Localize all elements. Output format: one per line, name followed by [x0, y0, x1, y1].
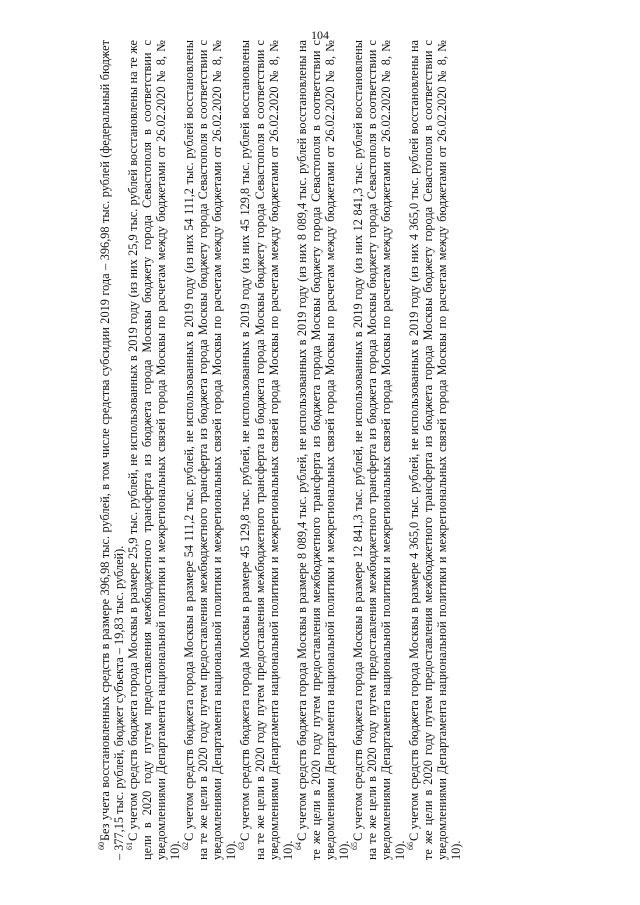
footnote-marker: 60 [96, 842, 106, 850]
footnote-text: Без учета восстановленных средств в размере 396,98 тыс. рублей, в том числе средства субсидии 2019 года – 396,98 тыс. рублей (федеральный бюджет – 377,15 тыс. рублей, бюджет субъекта – 19,83 тыс. рублей). [98, 40, 127, 860]
footnote-66 [407, 40, 463, 860]
footnote-marker: 62 [181, 842, 191, 850]
footnote-text: С учетом средств бюджета города Москвы в размере 25,9 тыс. рублей, не использованных в 2019 году (из них 25,9 тыс. рублей восстановлены на те же цели в 2020 году путем предоставления межбюджетного трансферта из бюджета города Москвы бюджету города Севастополя в соответствии с уведомлениями Департамента национальной политики и межрегиональных связей города Москвы по расчетам между бюджетами от 26.02.2020 № 8, № 10). [126, 40, 183, 860]
footnote-text: С учетом средств бюджета города Москвы в размере 12 841,3 тыс. рублей, не использованных в 2019 году (из них 12 841,3 тыс. рублей восстановлены на те же цели в 2020 году путем предоставления межбюджетного трансферта из бюджета города Москвы бюджету города Севастополя в соответствии с уведомлениями Департамента национальной политики и межрегиональных связей города Москвы по расчетам между бюджетами от 26.02.2020 № 8, № 10). [350, 40, 407, 860]
footnote-65 [351, 40, 407, 860]
footnote-text: С учетом средств бюджета города Москвы в размере 4 365,0 тыс. рублей, не использованных в 2019 году (из них 4 365,0 тыс. рублей восстановлены на те же цели в 2020 году путем предоставления межбюджетного трансферта из бюджета города Москвы бюджету города Севастополя в соответствии с уведомлениями Департамента национальной политики и межрегиональных связей города Москвы по расчетам между бюджетами от 26.02.2020 № 8, № 10). [407, 40, 464, 860]
footnote-62 [182, 40, 238, 860]
footnote-64 [295, 40, 351, 860]
page-number: 104 [311, 28, 329, 42]
footnote-61 [126, 40, 182, 860]
footnote-marker: 61 [125, 842, 134, 850]
footnote-60 [98, 40, 126, 860]
footnote-marker: 64 [293, 842, 303, 850]
footnote-text: С учетом средств бюджета города Москвы в размере 54 111,2 тыс. рублей, не использованных в 2019 году (из них 54 111,2 тыс. рублей восстановлены на те же цели в 2020 году путем предоставления межбюджетного трансферта из бюджета города Москвы бюджету города Севастополя в соответствии с уведомлениями Департамента национальной политики и межрегиональных связей города Москвы по расчетам между бюджетами от 26.02.2020 № 8, № 10). [182, 40, 239, 860]
footnotes-block [98, 40, 578, 860]
footnote-marker: 65 [349, 842, 359, 850]
footnote-marker: 66 [405, 842, 415, 850]
footnote-marker: 63 [237, 842, 247, 850]
footnote-text: С учетом средств бюджета города Москвы в размере 8 089,4 тыс. рублей, не использованных в 2019 году (из них 8 089,4 тыс. рублей восстановлены на те же цели в 2020 году путем предоставления межбюджетного трансферта из бюджета города Москвы бюджету города Севастополя в соответствии с уведомлениями Департамента национальной политики и межрегиональных связей города Москвы по расчетам между бюджетами от 26.02.2020 № 8, № 10). [294, 40, 351, 860]
footnote-text: С учетом средств бюджета города Москвы в размере 45 129,8 тыс. рублей, не использованных в 2019 году (из них 45 129,8 тыс. рублей восстановлены на те же цели в 2020 году путем предоставления межбюджетного трансферта из бюджета города Москвы бюджету города Севастополя в соответствии с уведомлениями Департамента национальной политики и межрегиональных связей города Москвы по расчетам между бюджетами от 26.02.2020 № 8, № 10). [238, 40, 295, 860]
footnote-63 [238, 40, 294, 860]
